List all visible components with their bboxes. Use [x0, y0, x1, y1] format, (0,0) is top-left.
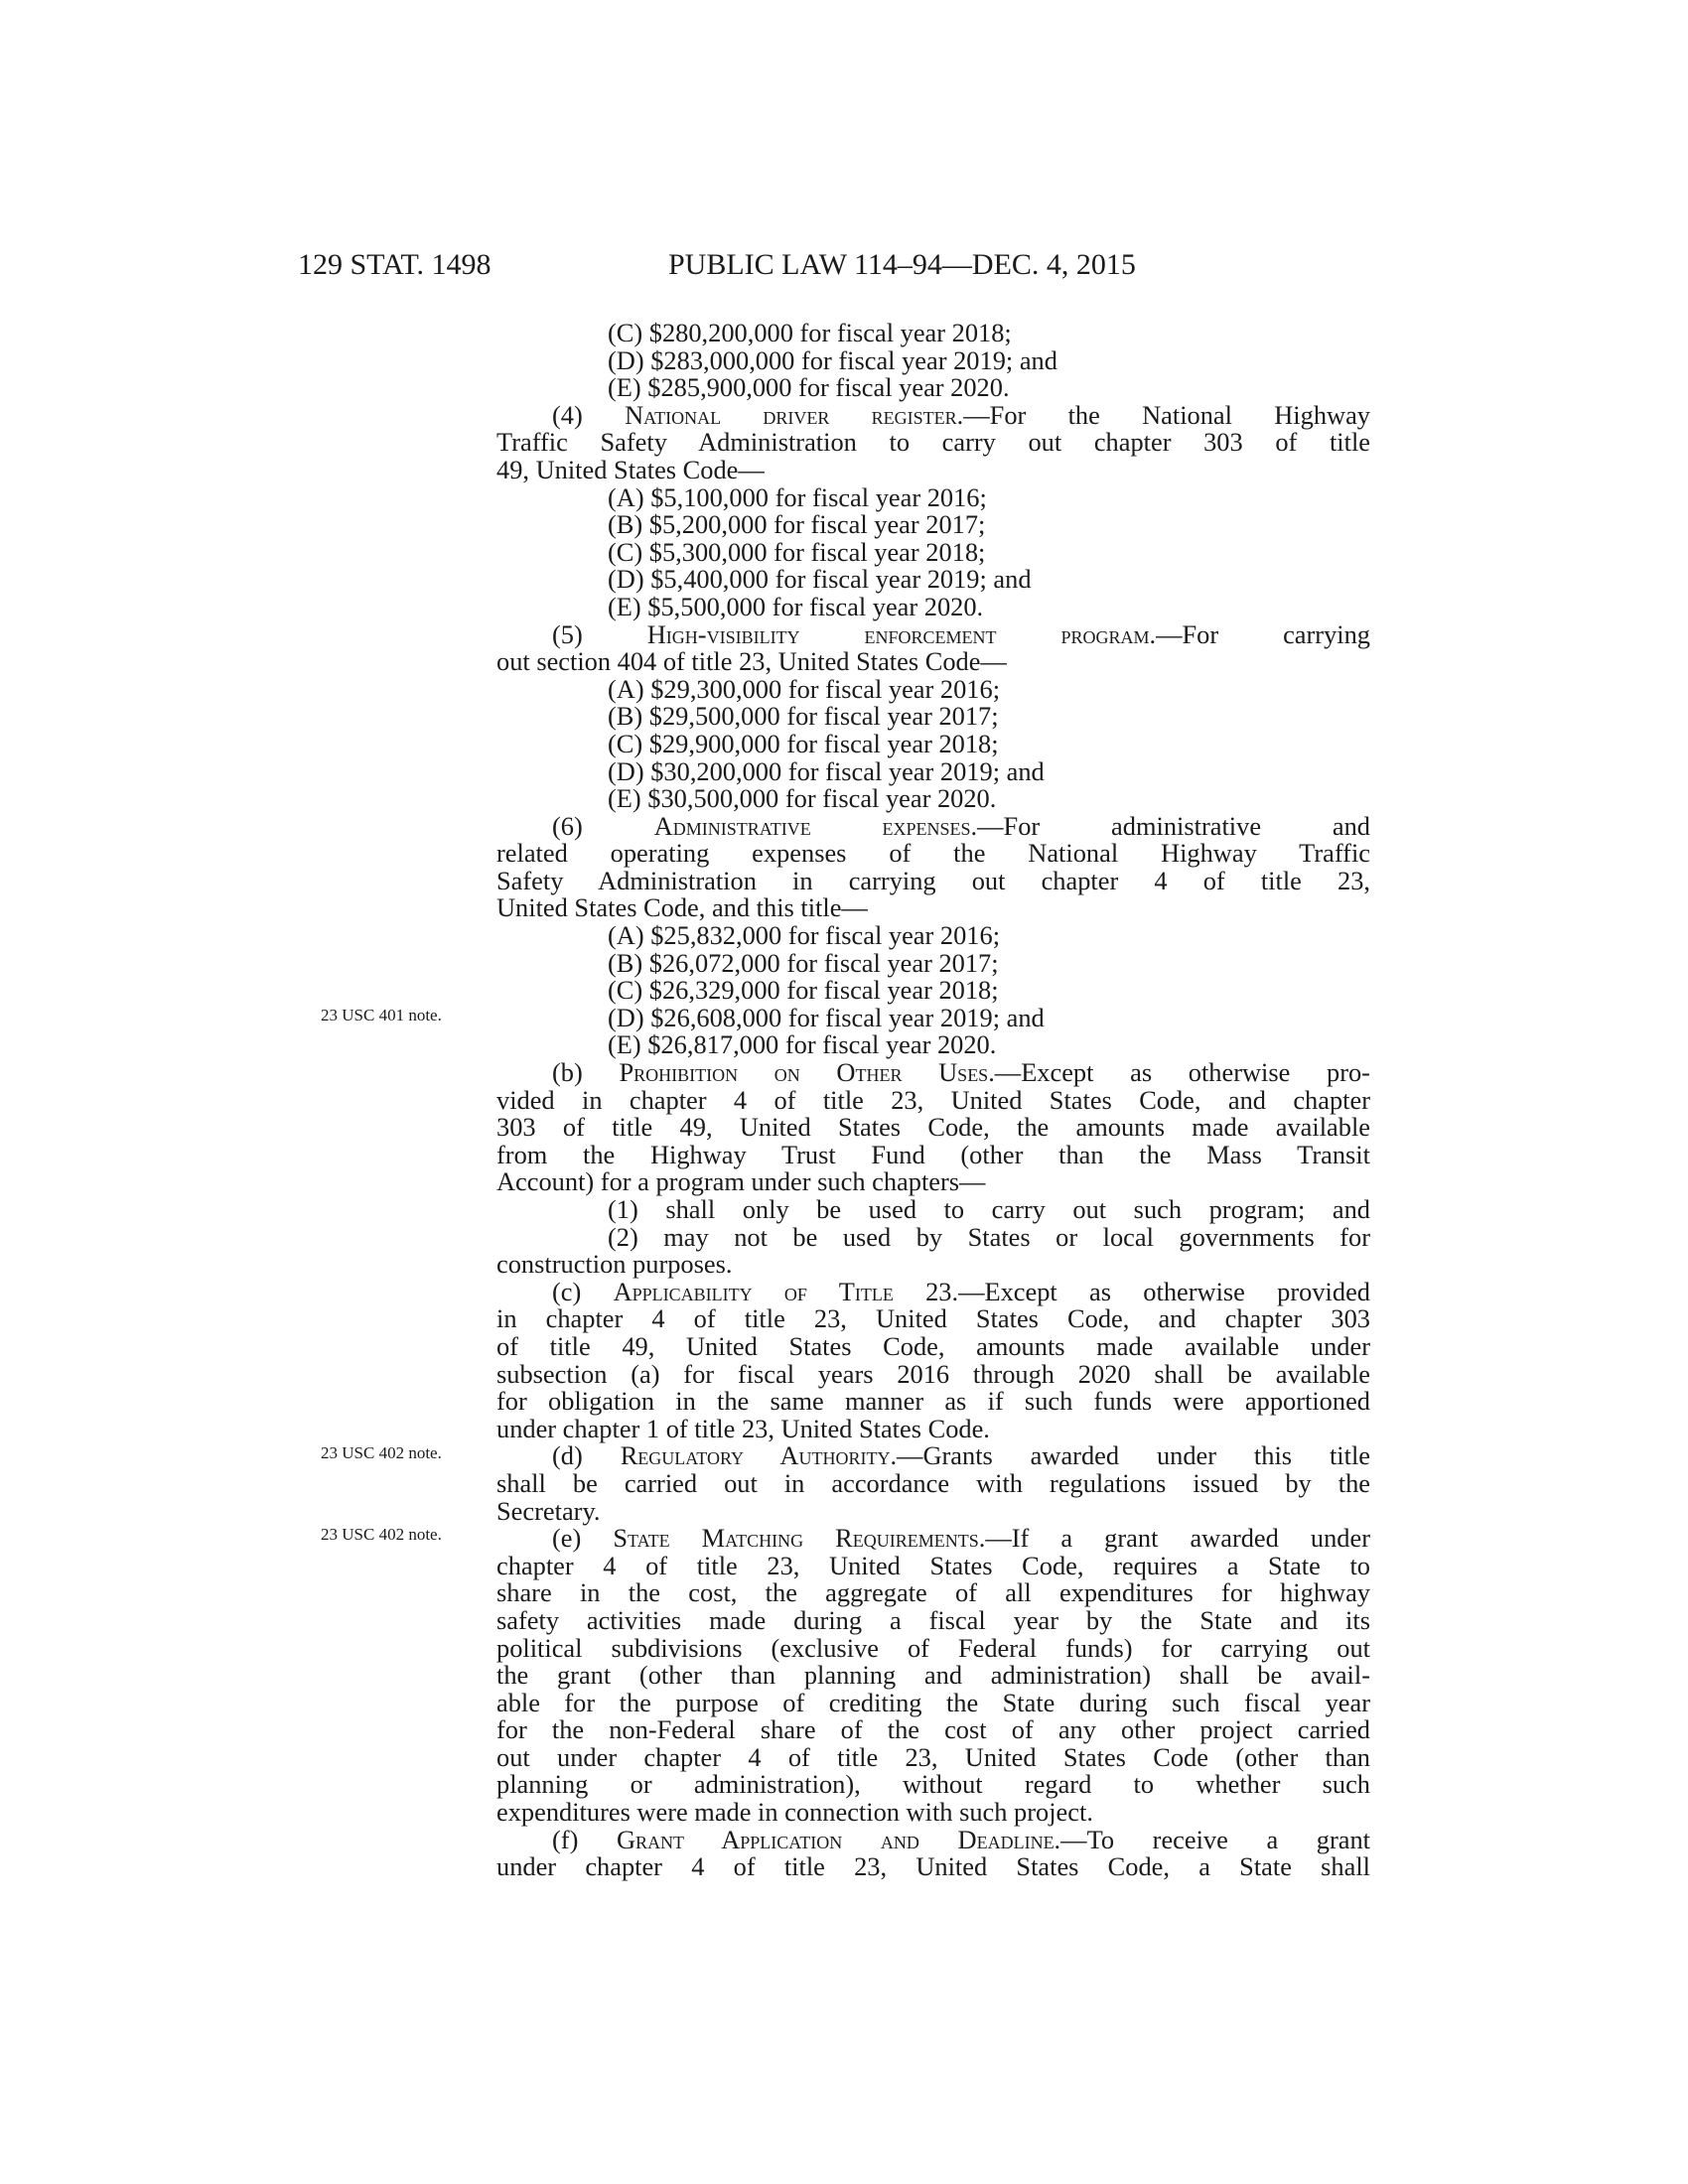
list-item: (D) $283,000,000 for fiscal year 2019; and — [608, 344, 1057, 375]
subsection-line: the grant (other than planning and administration) shall be avail- — [496, 1660, 1370, 1691]
list-item-continuation: construction purposes. — [496, 1249, 733, 1280]
list-item: (C) $5,300,000 for fiscal year 2018; — [608, 536, 986, 567]
paragraph-heading: National driver register. — [625, 399, 964, 430]
subsection-line: vided in chapter 4 of title 23, United States Code, and chapter — [496, 1084, 1370, 1115]
subsection-heading: Applicability of Title 23. — [613, 1276, 959, 1306]
statute-page-reference: 129 STAT. 1498 — [298, 248, 492, 281]
subsection-e-state-matching — [496, 1525, 1370, 1827]
list-item: (D) $5,400,000 for fiscal year 2019; and — [608, 564, 1032, 595]
subsection-first-line — [496, 1276, 1370, 1306]
subsection-b-prohibition — [496, 1059, 1370, 1279]
subsection-line: safety activities made during a fiscal year by the State and its — [496, 1604, 1370, 1635]
paragraph-administrative-expenses — [496, 810, 1370, 1060]
subsection-line: share in the cost, the aggregate of all expenditures for highway — [496, 1577, 1370, 1608]
paragraph-number: (6) — [552, 810, 583, 841]
subsection-heading: State Matching Requirements. — [613, 1523, 986, 1554]
list-item: (E) $285,900,000 for fiscal year 2020. — [608, 372, 1010, 403]
margin-note-usc-402-d: 23 USC 402 note. — [321, 1443, 442, 1462]
subsection-line: under chapter 1 of title 23, United States Code. — [496, 1413, 990, 1443]
paragraph-number: (5) — [552, 618, 583, 649]
subsection-first-line — [496, 1824, 1371, 1854]
subsection-line: subsection (a) for fiscal years 2016 through 2020 shall be available — [496, 1358, 1370, 1389]
list-item: (C) $280,200,000 for fiscal year 2018; — [608, 318, 1012, 347]
subsection-line: expenditures were made in connection with such project. — [496, 1797, 1093, 1828]
paragraph-text: —For the National Highway — [963, 399, 1370, 430]
margin-note-usc-402-e: 23 USC 402 note. — [321, 1525, 442, 1544]
paragraph-line: related operating expenses of the National Highway Traffic — [496, 838, 1370, 869]
subsection-f-grant-application — [496, 1824, 1371, 1882]
subsection-text: —Except as otherwise provided — [958, 1276, 1370, 1306]
subsection-line: chapter 4 of title 23, United States Code, requires a State to — [496, 1550, 1370, 1580]
list-item: (B) $29,500,000 for fiscal year 2017; — [608, 701, 999, 732]
subsection-line: planning or administration), without regard to whether such — [496, 1769, 1370, 1800]
public-law-title: PUBLIC LAW 114–94—DEC. 4, 2015 — [668, 248, 1136, 281]
margin-note-usc-401: 23 USC 401 note. — [321, 1006, 442, 1024]
subsection-line: for obligation in the same manner as if such funds were apportioned — [496, 1386, 1370, 1417]
paragraph-national-driver-register — [496, 399, 1370, 621]
subsection-number: (d) — [552, 1440, 583, 1471]
subsection-c-applicability — [496, 1276, 1370, 1443]
subsection-line: in chapter 4 of title 23, United States Code, and chapter 303 — [496, 1303, 1370, 1334]
list-item: (D) $30,200,000 for fiscal year 2019; and — [608, 755, 1045, 786]
subsection-text: —Except as otherwise pro- — [994, 1057, 1370, 1088]
list-item: (E) $30,500,000 for fiscal year 2020. — [608, 783, 997, 814]
list-item: (1) shall only be used to carry out such program; and — [608, 1194, 1370, 1224]
statute-body — [496, 320, 1370, 1881]
subsection-number: (e) — [552, 1523, 582, 1554]
paragraph-first-line — [496, 810, 1370, 841]
list-item: (C) $26,329,000 for fiscal year 2018; — [608, 975, 999, 1006]
subsection-first-line — [496, 1059, 1370, 1087]
paragraph-first-line — [496, 618, 1370, 649]
paragraph-line: United States Code, and this title— — [496, 892, 868, 923]
paragraph-a3-items — [496, 320, 1370, 402]
list-item: (2) may not be used by States or local governments for — [608, 1221, 1370, 1252]
list-item: (E) $26,817,000 for fiscal year 2020. — [608, 1029, 997, 1060]
paragraph-line: Safety Administration in carrying out chapter 4 of title 23, — [496, 865, 1370, 895]
subsection-text: —Grants awarded under this title — [897, 1440, 1371, 1471]
paragraph-text: —For carrying — [1156, 618, 1370, 649]
paragraph-line: out section 404 of title 23, United States Code— — [496, 646, 1007, 677]
running-head — [0, 248, 1688, 288]
subsection-line: under chapter 4 of title 23, United States Code, a State shall — [496, 1851, 1370, 1882]
paragraph-first-line — [496, 399, 1370, 430]
list-item: (C) $29,900,000 for fiscal year 2018; — [608, 728, 999, 758]
subsection-first-line — [496, 1525, 1370, 1553]
list-item: (B) $5,200,000 for fiscal year 2017; — [608, 509, 986, 540]
subsection-text: —To receive a grant — [1060, 1824, 1371, 1854]
subsection-line: out under chapter 4 of title 23, United States Code (other than — [496, 1741, 1370, 1772]
paragraph-heading: High-visibility enforcement program. — [646, 618, 1157, 649]
paragraph-high-visibility-enforcement — [496, 618, 1370, 814]
paragraph-heading: Administrative expenses. — [653, 810, 978, 841]
subsection-heading: Prohibition on Other Uses. — [619, 1057, 995, 1088]
list-item: (A) $29,300,000 for fiscal year 2016; — [608, 673, 1001, 704]
subsection-line: from the Highway Trust Fund (other than the Mass Transit — [496, 1139, 1370, 1169]
subsection-line: political subdivisions (exclusive of Federal funds) for carrying out — [496, 1632, 1370, 1663]
subsection-d-regulatory-authority — [496, 1442, 1370, 1525]
subsection-line: Account) for a program under such chapters— — [496, 1166, 986, 1197]
subsection-number: (f) — [552, 1824, 579, 1854]
paragraph-line: 49, United States Code— — [496, 454, 765, 484]
list-item: (D) $26,608,000 for fiscal year 2019; and — [608, 1002, 1045, 1032]
subsection-number: (b) — [552, 1057, 583, 1088]
list-item: (A) $25,832,000 for fiscal year 2016; — [608, 920, 1001, 951]
subsection-line: for the non-Federal share of the cost of any other project carried — [496, 1714, 1370, 1745]
subsection-line: Secretary. — [496, 1495, 601, 1526]
subsection-heading: Regulatory Authority. — [620, 1440, 898, 1471]
subsection-line: shall be carried out in accordance with regulations issued by the — [496, 1467, 1370, 1498]
list-item: (A) $5,100,000 for fiscal year 2016; — [608, 481, 987, 512]
list-item: (B) $26,072,000 for fiscal year 2017; — [608, 947, 999, 978]
paragraph-line: Traffic Safety Administration to carry out chapter 303 of title — [496, 427, 1370, 458]
paragraph-text: —For administrative and — [977, 810, 1370, 841]
subsection-line: able for the purpose of crediting the State during such fiscal year — [496, 1687, 1370, 1717]
subsection-heading: Grant Application and Deadline. — [617, 1824, 1061, 1854]
subsection-line: of title 49, United States Code, amounts made available under — [496, 1330, 1370, 1361]
subsection-line: 303 of title 49, United States Code, the amounts made available — [496, 1112, 1370, 1143]
paragraph-number: (4) — [552, 399, 583, 430]
list-item: (E) $5,500,000 for fiscal year 2020. — [608, 591, 984, 621]
subsection-number: (c) — [552, 1276, 582, 1306]
subsection-first-line — [496, 1442, 1370, 1470]
subsection-text: —If a grant awarded under — [985, 1523, 1370, 1554]
